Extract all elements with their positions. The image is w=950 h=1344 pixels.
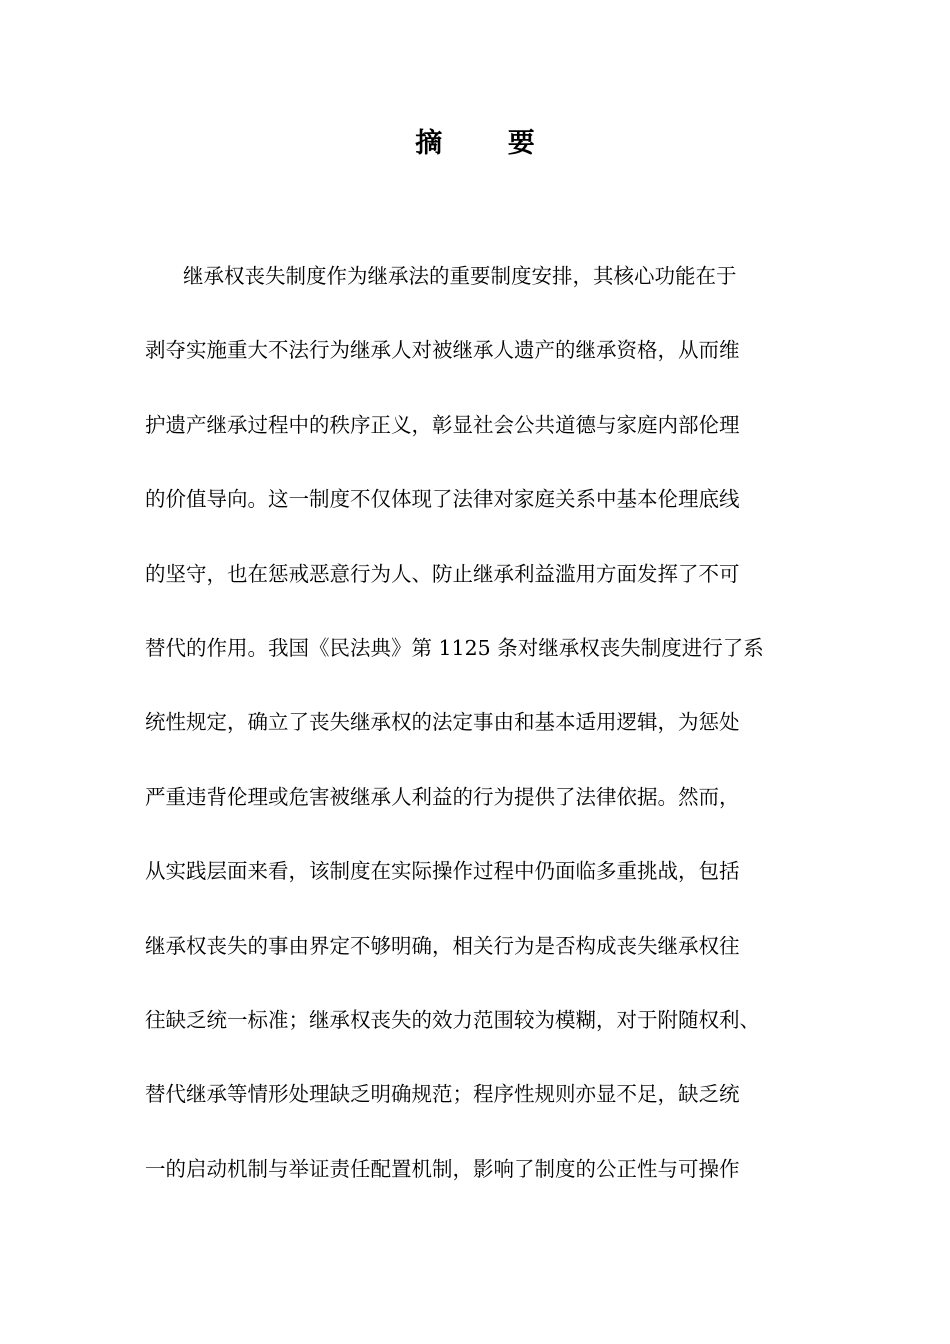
paragraph-line: 替代的作用。我国《民法典》第 1125 条对继承权丧失制度进行了系 [145, 635, 764, 660]
paragraph-line: 替代继承等情形处理缺乏明确规范；程序性规则亦显不足，缺乏统 [145, 1082, 740, 1107]
paragraph-line: 从实践层面来看，该制度在实际操作过程中仍面临多重挑战，包括 [145, 859, 740, 884]
abstract-title: 摘 要 [415, 128, 563, 159]
paragraph-line: 统性规定，确立了丧失继承权的法定事由和基本适用逻辑，为惩处 [145, 710, 740, 735]
paragraph-line: 往缺乏统一标准；继承权丧失的效力范围较为模糊，对于附随权利、 [145, 1007, 760, 1032]
paragraph-line: 严重违背伦理或危害被继承人利益的行为提供了法律依据。然而， [145, 784, 740, 809]
paragraph-line: 的价值导向。这一制度不仅体现了法律对家庭关系中基本伦理底线 [145, 487, 740, 512]
paragraph-line: 一的启动机制与举证责任配置机制，影响了制度的公正性与可操作 [145, 1156, 740, 1181]
paragraph-line: 剥夺实施重大不法行为继承人对被继承人遗产的继承资格，从而维 [145, 338, 740, 363]
abstract-body [145, 258, 825, 1225]
paragraph-line: 继承权丧失制度作为继承法的重要制度安排，其核心功能在于 [183, 264, 737, 288]
paragraph-line: 继承权丧失的事由界定不够明确，相关行为是否构成丧失继承权往 [145, 933, 740, 958]
paragraph-line: 的坚守，也在惩戒恶意行为人、防止继承利益滥用方面发挥了不可 [145, 561, 740, 586]
paragraph-line: 护遗产继承过程中的秩序正义，彰显社会公共道德与家庭内部伦理 [145, 412, 740, 437]
